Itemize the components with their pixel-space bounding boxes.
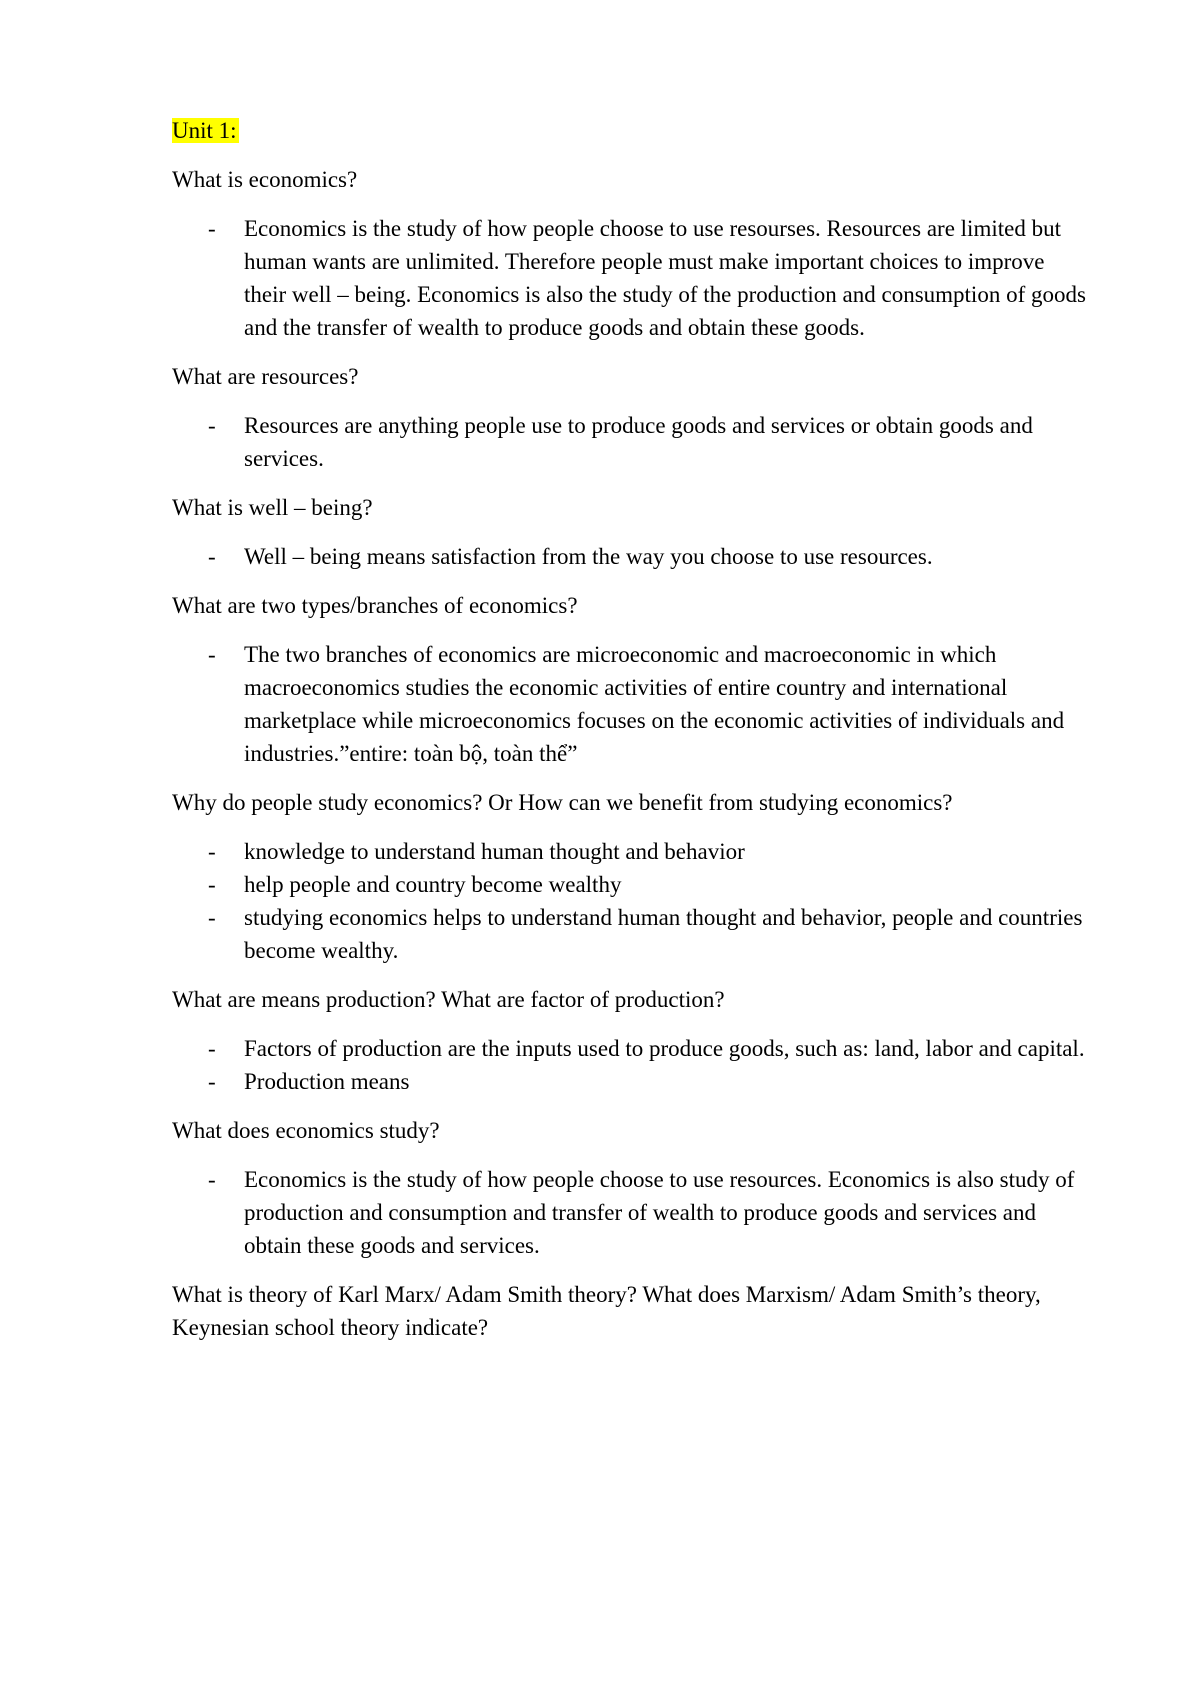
answer-text: Well – being means satisfaction from the way you choose to use resources. bbox=[244, 544, 933, 569]
answer-item bbox=[172, 540, 1092, 573]
answer-text: The two branches of economics are microeconomic and macroeconomic in which macroeconomics studies the economic activities of entire country and international marketplace while microeconomics focuses on the economic activities of individuals and industries.”entire: toàn bộ, toàn thể” bbox=[244, 642, 1065, 766]
answer-item bbox=[172, 638, 1092, 770]
answer-item bbox=[172, 901, 1092, 967]
bullet-dash: - bbox=[208, 839, 216, 864]
bullet-dash: - bbox=[208, 1069, 216, 1094]
answer-text: help people and country become wealthy bbox=[244, 872, 622, 897]
section-question: What does economics study? bbox=[172, 1118, 440, 1143]
section-question: What are means production? What are factor of production? bbox=[172, 987, 725, 1012]
answer-list bbox=[172, 212, 1092, 344]
answer-list bbox=[172, 409, 1092, 475]
answer-list bbox=[172, 835, 1092, 967]
answer-text: Production means bbox=[244, 1069, 410, 1094]
bullet-dash: - bbox=[208, 216, 216, 241]
answer-text: studying economics helps to understand human thought and behavior, people and countries become wealthy. bbox=[244, 905, 1083, 963]
answer-item bbox=[172, 212, 1092, 344]
bullet-dash: - bbox=[208, 544, 216, 569]
answer-list bbox=[172, 1163, 1092, 1262]
document-content bbox=[172, 114, 1092, 1360]
answer-text: knowledge to understand human thought and behavior bbox=[244, 839, 745, 864]
section-question: What is well – being? bbox=[172, 495, 373, 520]
bullet-dash: - bbox=[208, 642, 216, 667]
bullet-dash: - bbox=[208, 413, 216, 438]
answer-list bbox=[172, 638, 1092, 770]
unit-heading bbox=[172, 114, 1092, 147]
bullet-dash: - bbox=[208, 1036, 216, 1061]
section-question: What are two types/branches of economics? bbox=[172, 593, 578, 618]
answer-text: Resources are anything people use to produce goods and services or obtain goods and services. bbox=[244, 413, 1033, 471]
bullet-dash: - bbox=[208, 1167, 216, 1192]
section-question: What are resources? bbox=[172, 364, 359, 389]
answer-item bbox=[172, 835, 1092, 868]
answer-list bbox=[172, 1032, 1092, 1098]
answer-text: Economics is the study of how people choose to use resources. Economics is also study of production and consumption and transfer of wealth to produce goods and services and obtain these goods and services. bbox=[244, 1167, 1075, 1258]
answer-item bbox=[172, 409, 1092, 475]
unit-title: Unit 1: bbox=[172, 118, 237, 143]
section-question: What is economics? bbox=[172, 167, 358, 192]
answer-text: Factors of production are the inputs used to produce goods, such as: land, labor and capital. bbox=[244, 1036, 1085, 1061]
bullet-dash: - bbox=[208, 905, 216, 930]
answer-item bbox=[172, 1163, 1092, 1262]
answer-list bbox=[172, 540, 1092, 573]
answer-text: Economics is the study of how people choose to use resourses. Resources are limited but human wants are unlimited. Therefore people must make important choices to improve their well – being. Economics is also the study of the production and consumption of goods and the transfer of wealth to produce goods and obtain these goods. bbox=[244, 216, 1086, 340]
section-question: What is theory of Karl Marx/ Adam Smith theory? What does Marxism/ Adam Smith’s theory, Keynesian school theory indicate? bbox=[172, 1282, 1041, 1340]
answer-item bbox=[172, 868, 1092, 901]
section-question: Why do people study economics? Or How can we benefit from studying economics? bbox=[172, 790, 953, 815]
bullet-dash: - bbox=[208, 872, 216, 897]
answer-item bbox=[172, 1032, 1092, 1065]
answer-item bbox=[172, 1065, 1092, 1098]
